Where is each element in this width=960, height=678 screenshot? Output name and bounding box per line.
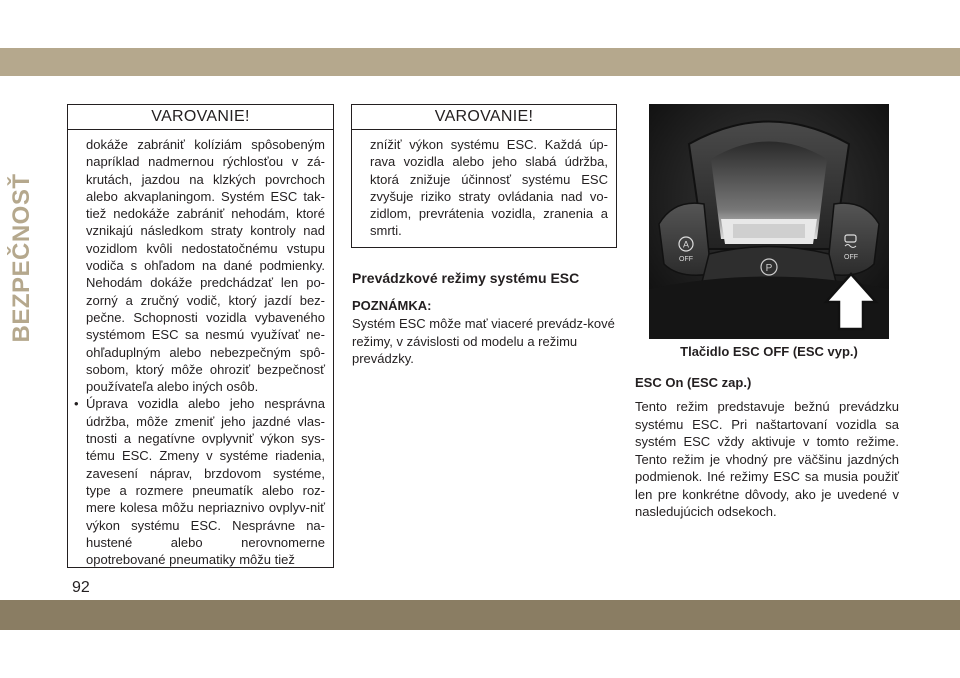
console-illustration	[649, 104, 889, 339]
left-off-label: OFF	[679, 256, 693, 263]
warning-box-1	[67, 104, 334, 568]
header-band	[0, 48, 960, 76]
warning-header-1: VAROVANIE!	[68, 105, 333, 130]
bullet-symbol: •	[74, 396, 79, 412]
warning-paragraph-1: dokáže zabrániť kolíziám spôsobeným napríklad nadmernou rýchlosťou v zá-krutách, jazdou na klzkých povrchoch alebo akvaplaningom. Systém ESC tak-tiež nedokáže zabrániť nehodám, ktoré vznikajú následkom straty kontroly nad vozidlom kvôli nedostatočnému vstupu vodiča s ohľadom na dané podmienky. Nehodám dokáže predchádzať len po-zorný a zručný vodič, ktorý jazdí bez-pečne. Schopnosti vozidla vybaveného systémom ESC sa nesmú využívať ne-ohľaduplným alebo nebezpečným spô-sobom, ktorý môže ohroziť bezpečnosť používateľa alebo iných osôb.	[86, 137, 325, 395]
photo-caption: Tlačidlo ESC OFF (ESC vyp.)	[680, 344, 858, 359]
warning-bullet-item	[74, 395, 325, 568]
note-title: POZNÁMKA:	[352, 298, 432, 313]
right-off-label: OFF	[844, 254, 858, 261]
esc-on-text: Tento režim predstavuje bežnú prevádzku systému ESC. Pri naštartovaní vozidla sa systém ESC vždy aktivuje v tomto režime. Tento režim je vhodný pre väčšinu jazdných podmienok. Iné režimy ESC sa musia použiť len pre konkrétne dôvody, ako je uvedené v nasledujúcich odsekoch.	[635, 399, 899, 519]
warning-box-2	[351, 104, 617, 248]
svg-text:P: P	[765, 263, 773, 274]
warning-bullet-text: Úprava vozidla alebo jeho nesprávna údržba, môže zmeniť jeho jazdné vlas-tnosti a negatívne ovplyvniť výkon sys-tému ESC. Zmeny v systéme riadenia, zavesení náprav, brzdovom systéme, type a rozmere pneumatík alebo roz-mere kolesa môžu nepriaznivo ovplyv-niť výkon systému ESC. Nesprávne na-hustené alebo nerovnomerne opotrebované pneumatiky môžu tiež	[86, 396, 325, 568]
warning-header-2: VAROVANIE!	[352, 105, 616, 130]
section-title: Prevádzkové režimy systému ESC	[352, 270, 580, 286]
footer-band	[0, 600, 960, 630]
warning-text-2: znížiť výkon systému ESC. Každá úp-rava vozidla alebo jeho slabá údržba, ktorá znižuje účinnosť systému ESC zvyšuje riziko straty ovládania nad vo-zidlom, prevrátenia vozidla, zranenia a smrti.	[370, 137, 608, 239]
esc-button-photo	[649, 104, 889, 339]
page-number: 92	[72, 579, 90, 596]
side-label-text: BEZPEČNOSŤ	[8, 173, 35, 343]
note-text: Systém ESC môže mať viaceré prevádz-kové režimy, v závislosti od modelu a režimu prevádzky.	[352, 316, 615, 366]
warning-text-1	[74, 136, 325, 568]
svg-text:A: A	[682, 239, 690, 250]
section-side-label	[8, 173, 42, 343]
esc-on-title: ESC On (ESC zap.)	[635, 375, 752, 390]
